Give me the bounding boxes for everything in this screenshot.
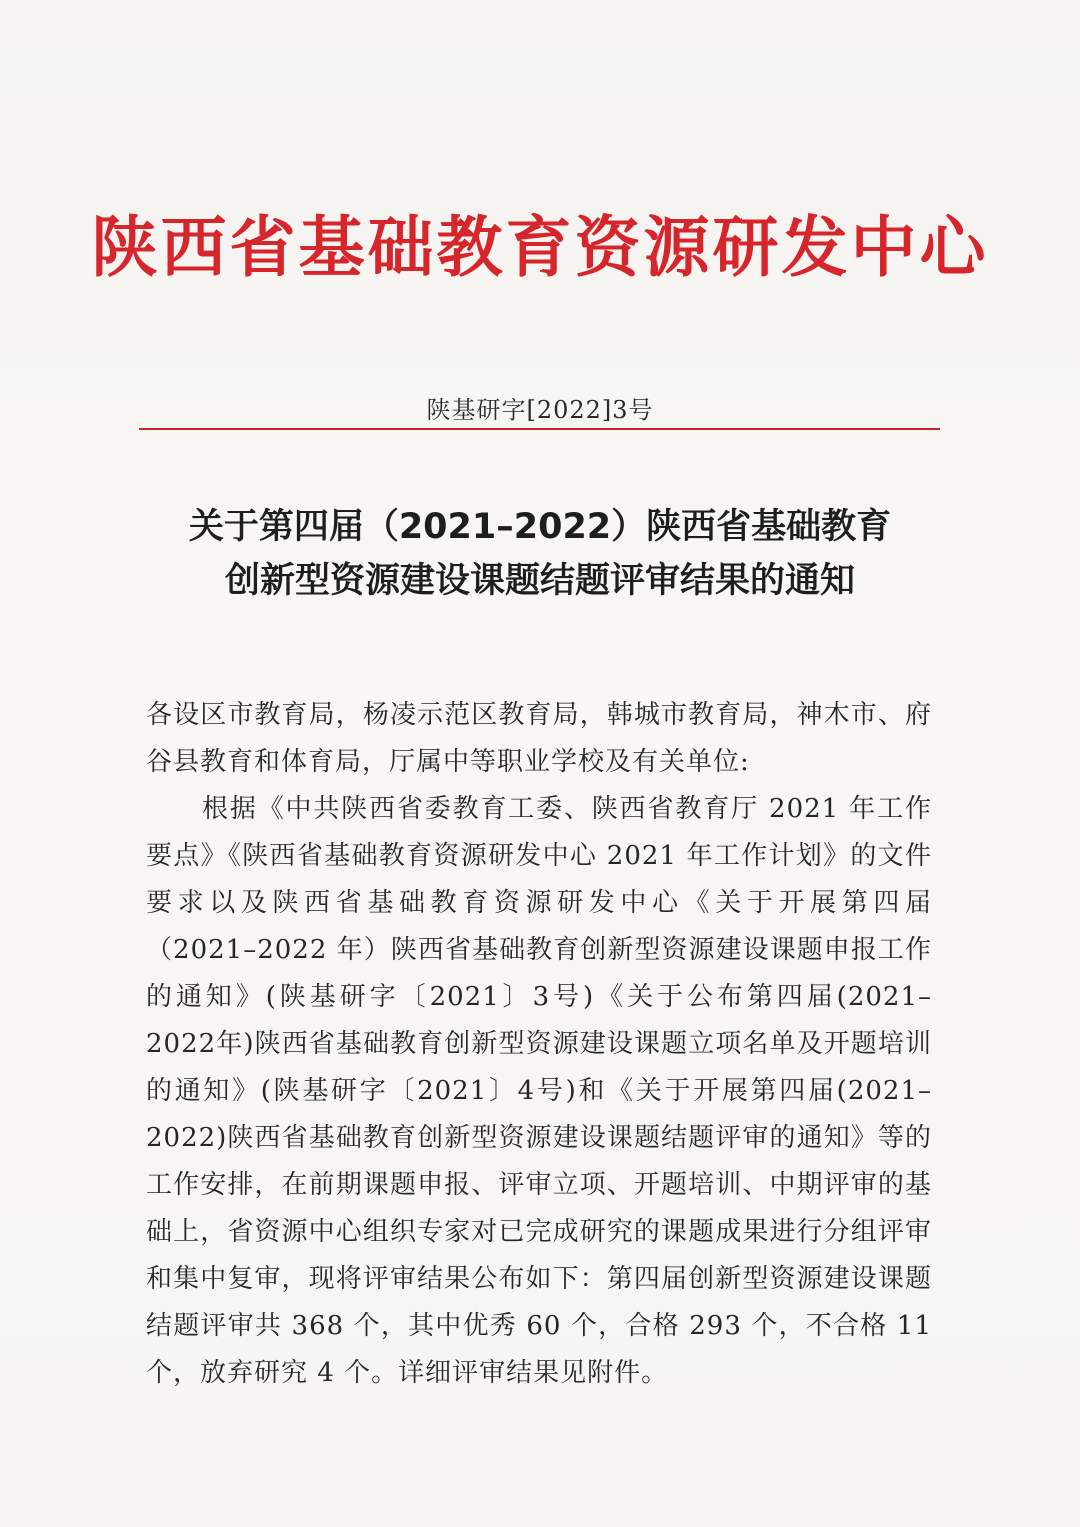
- document-title-line-1: 关于第四届（2021–2022）陕西省基础教育: [188, 507, 892, 547]
- salutation: 各设区市教育局，杨凌示范区教育局，韩城市教育局，神木市、府谷县教育和体育局，厅属中等职业学校及有关单位:: [146, 700, 932, 777]
- letterhead-divider-rule: [139, 428, 940, 430]
- body-paragraph: 根据《中共陕西省委教育工委、陕西省教育厅 2021 年工作要点》《陕西省基础教育资源研发中心 2021 年工作计划》的文件要求以及陕西省基础教育资源研发中心《关于开展第四届（2021–2022 年）陕西省基础教育创新型资源建设课题申报工作的通知》(陕基研字〔2021〕3号)《关于公布第四届(2021–2022年)陕西省基础教育创新型资源建设课题立项名单及开题培训的通知》(陕基研字〔2021〕4号)和《关于开展第四届(2021–2022)陕西省基础教育创新型资源建设课题结题评审的通知》等的工作安排，在前期课题申报、评审立项、开题培训、中期评审的基础上，省资源中心组织专家对已完成研究的课题成果进行分组评审和集中复审，现将评审结果公布如下：第四届创新型资源建设课题结题评审共 368 个，其中优秀 60 个，合格 293 个，不合格 11 个，放弃研究 4 个。详细评审结果见附件。: [146, 794, 932, 1388]
- document-title-line-2: 创新型资源建设课题结题评审结果的通知: [224, 561, 855, 601]
- document-number: 陕基研字[2022]3号: [426, 396, 654, 424]
- letterhead-org-name: 陕西省基础教育资源研发中心: [91, 209, 989, 286]
